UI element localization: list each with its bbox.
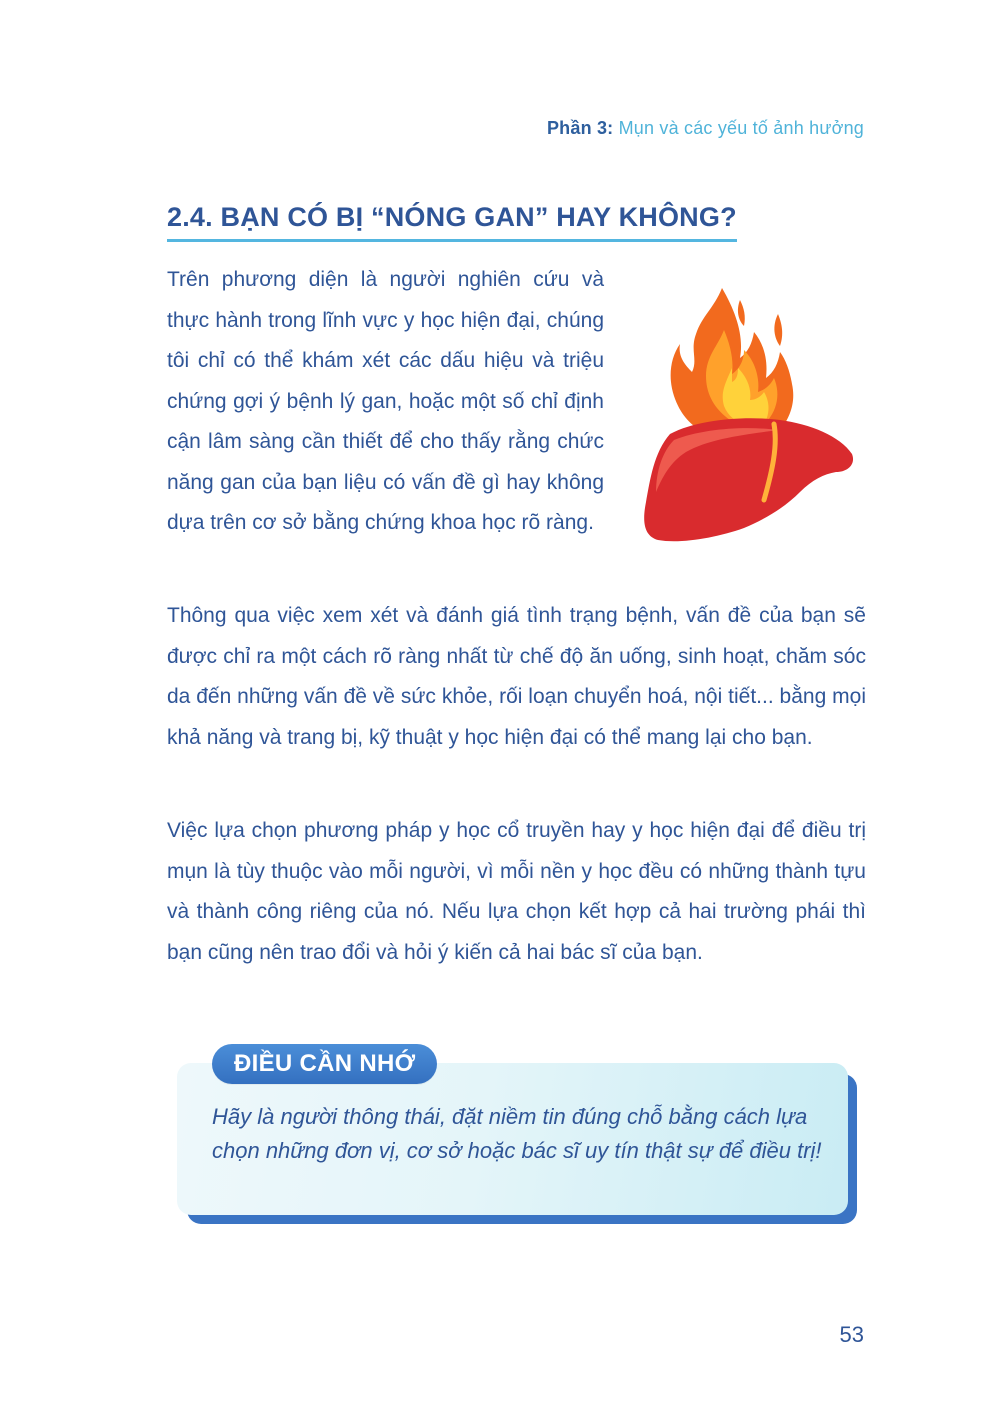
page-number: 53 [839,1322,864,1347]
paragraph-2: Thông qua việc xem xét và đánh giá tình trạng bệnh, vấn đề của bạn sẽ được chỉ ra một cách rõ ràng nhất từ chế độ ăn uống, sinh hoạt, chăm sóc da đến những vấn đề về sức khỏe, rối loạn chuyển hoá, nội tiết... bằng mọi khả năng và trang bị, kỹ thuật y học hiện đại có thể mang lại cho bạn. [167,604,866,749]
paragraph-3: Việc lựa chọn phương pháp y học cổ truyền hay y học hiện đại để điều trị mụn là tùy thuộc vào mỗi người, vì mỗi nền y học đều có những thành tựu và thành công riêng của nó. Nếu lựa chọn kết hợp cả hai trường phái thì bạn cũng nên trao đổi và hỏi ý kiến cả hai bác sĩ của bạn. [167,819,866,964]
flame-icon [671,288,794,430]
running-header-part: Phần 3: [546,118,614,138]
section-title: 2.4. BẠN CÓ BỊ “NÓNG GAN” HAY KHÔNG? [167,202,737,242]
note-text: Hãy là người thông thái, đặt niềm tin đúng chỗ bằng cách lựa chọn những đơn vị, cơ sở hoặc bác sĩ uy tín thật sự để điều trị! [212,1104,822,1163]
running-header-title: Mụn và các yếu tố ảnh hưởng [618,118,864,138]
burning-liver-icon [640,286,858,548]
paragraph-1: Trên phương diện là người nghiên cứu và thực hành trong lĩnh vực y học hiện đại, chúng tôi chỉ có thể khám xét các dấu hiệu và triệu chứng gợi ý bệnh lý gan, hoặc một số chỉ định cận lâm sàng cần thiết để cho thấy rằng chức năng gan của bạn liệu có vấn đề gì hay không dựa trên cơ sở bằng chứng khoa học rõ ràng. [167,268,604,534]
liver-icon [644,418,853,541]
running-header [547,118,864,139]
note-badge: ĐIỀU CẦN NHỚ [212,1044,437,1084]
